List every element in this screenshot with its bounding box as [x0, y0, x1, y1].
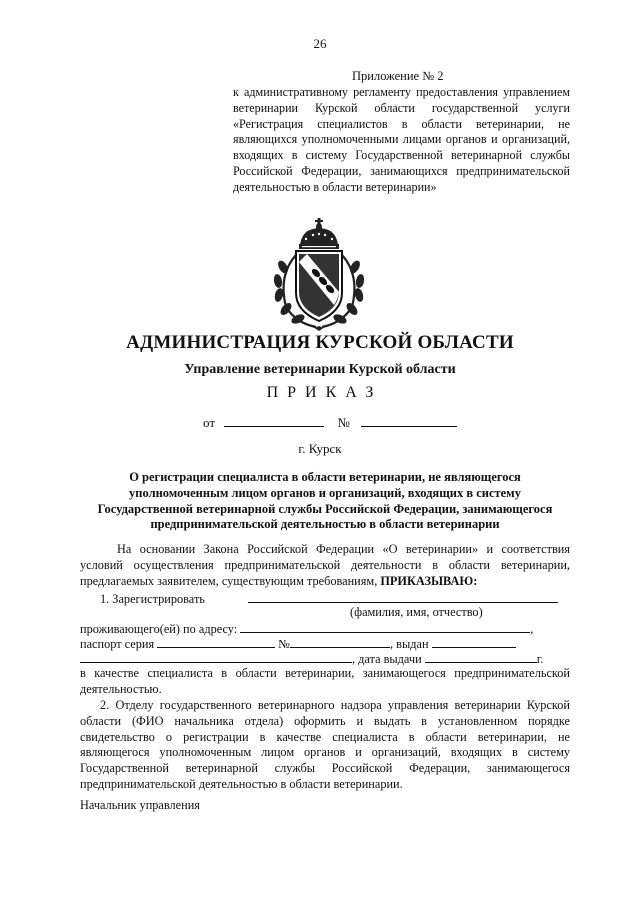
passport-number-label: №: [278, 637, 291, 651]
residing-label: проживающего(ей) по адресу:: [80, 622, 238, 636]
signature-title: Начальник управления: [80, 798, 200, 812]
item2-paragraph: 2. Отделу государственного ветеринарного надзора управления ветеринарии Курской области (ФИО начальника отдела) оформить и выдать в установленном порядке свидетельство о регистрации в качестве специалиста в области ветеринарии, не являющегося уполномоченным лицом органов и организаций, входящих в систему Государственной ветеринарной службы Российской Федерации, занимающегося предпринимательской деятельностью в области ветеринарии.: [80, 698, 570, 791]
passport-number-field[interactable]: [290, 636, 390, 648]
order-word: ПРИКАЗЫВАЮ:: [380, 573, 478, 588]
fio-caption: (фамилия, имя, отчество): [350, 605, 483, 619]
page-number: 26: [313, 36, 327, 51]
fio-field[interactable]: [248, 591, 558, 603]
organization-title: АДМИНИСТРАЦИЯ КУРСКОЙ ОБЛАСТИ: [126, 332, 514, 353]
issued-by-field[interactable]: [432, 636, 516, 648]
issue-date-label: , дата выдачи: [352, 652, 422, 666]
appendix-title: Приложение № 2: [352, 69, 444, 83]
department-title: Управление ветеринарии Курской области: [184, 362, 456, 377]
year-suffix: г.: [536, 652, 544, 666]
order-subject: О регистрации специалиста в области ветеринарии, не являющегося уполномоченным лицом органов и организаций, входящих в систему Государственной ветеринарной службы Российской Федерации, занимающегося предпринимательской деятельностью в области ветеринарии: [97, 470, 553, 532]
city: г. Курск: [298, 441, 342, 456]
issue-date-field[interactable]: [425, 651, 537, 663]
address-field[interactable]: [240, 621, 530, 633]
issue-date-line: [80, 651, 570, 667]
date-field[interactable]: [224, 414, 324, 427]
number-label: №: [337, 415, 350, 430]
number-field[interactable]: [361, 414, 457, 427]
kursk-coat-of-arms-icon: [266, 215, 372, 333]
issued-by-continued-field[interactable]: [80, 651, 352, 663]
date-number-line: [203, 414, 457, 431]
document-type: ПРИКАЗ: [266, 384, 383, 401]
date-label: от: [203, 415, 216, 430]
passport-label: паспорт серия: [80, 637, 155, 651]
appendix-text: к административному регламенту предоставления управлением ветеринарии Курской области государственной услуги «Регистрация специалистов в области ветеринарии, не являющихся уполномоченными лицами органов и организаций, входящих в систему Государственной ветеринарной службы Российской Федерации, занимающихся предпринимательской деятельностью в области ветеринарии»: [233, 85, 570, 194]
preamble-paragraph: [80, 542, 570, 589]
item1-label: 1. Зарегистрировать: [100, 592, 205, 606]
issued-label: , выдан: [390, 637, 429, 651]
address-line: проживающего(ей) по адресу: ,: [80, 622, 534, 636]
item1-tail: в качестве специалиста в области ветеринарии, занимающегося предпринимательской деятельностью.: [80, 666, 570, 696]
preamble-text: На основании Закона Российской Федерации «О ветеринарии» и соответствия условий осуществления предпринимательской деятельности в области ветеринарии, предлагаемых заявителем, существующим требованиям,: [80, 542, 570, 588]
passport-series-field[interactable]: [157, 636, 275, 648]
passport-line: [80, 636, 570, 652]
